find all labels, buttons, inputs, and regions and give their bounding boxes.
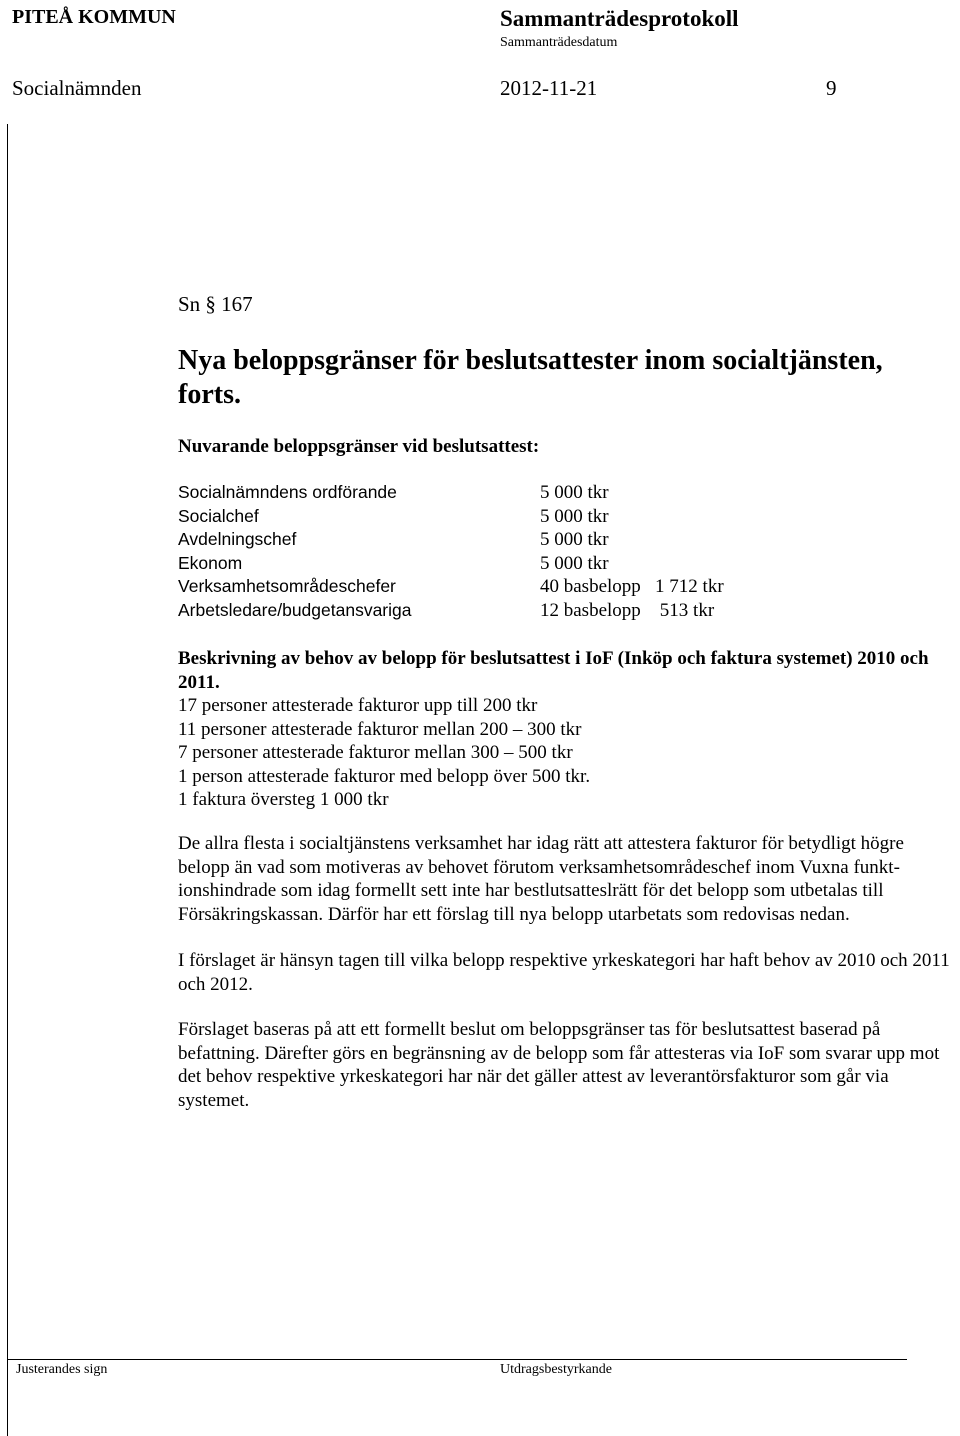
limit-role: Socialnämndens ordförande [178,482,397,502]
limit-row [178,552,724,576]
limit-role: Verksamhetsområdeschefer [178,576,396,596]
limit-amount: 5 000 tkr [540,482,609,503]
limit-amount: 5 000 tkr [540,529,609,550]
stat-line: 1 faktura översteg 1 000 tkr [178,789,389,810]
limit-amount: 40 basbelopp 1 712 tkr [540,576,724,597]
stat-line: 1 person attesterade fakturor med belopp över 500 tkr. [178,765,591,787]
limit-amount: 12 basbelopp 513 tkr [540,599,715,621]
document-type: Sammanträdesprotokoll [500,6,739,31]
stat-line: 11 personer attesterade fakturor mellan 200 – 300 tkr [178,718,582,740]
paragraph-number: Sn § 167 [178,292,253,316]
meeting-date: 2012-11-21 [500,76,598,100]
needs-stats-list [178,694,590,812]
footer-rule [7,1359,907,1360]
needs-heading: Beskrivning av behov av belopp för beslutsattest i IoF (Inköp och faktura systemet) 2010 och 2011. [178,648,929,693]
limit-row [178,505,724,529]
limit-role: Arbetsledare/budgetansvariga [178,599,412,620]
organization-name: PITEÅ KOMMUN [12,6,176,28]
limit-role: Avdelningschef [178,529,297,549]
body-paragraph: De allra flesta i socialtjänstens verksamhet har idag rätt att attestera fakturor för betydligt högre belopp än vad som motiveras av behovet förutom verksamhetsområdeschef inom Vuxna funkt-ionshindrade som idag formellt sett inte har bestlutsatteslrätt för det belopp som utbetalas till Försäkringskassan. Därför har ett förslag till nya belopp utarbetats som redovisas nedan. [178,833,904,925]
limit-role: Socialchef [178,505,259,526]
left-margin-rule [7,124,8,1436]
current-limits-table [178,481,724,622]
page-title: Nya beloppsgränser för beslutsattester inom socialtjänsten, forts. [178,345,883,410]
limit-amount: 5 000 tkr [540,505,609,527]
footer-sign-label: Justerandes sign [16,1362,108,1377]
limit-row [178,599,724,623]
page-number: 9 [826,76,837,100]
limit-amount: 5 000 tkr [540,552,609,574]
footer-extract-label: Utdragsbestyrkande [500,1362,612,1377]
stat-line: 17 personer attesterade fakturor upp till 200 tkr [178,695,538,716]
stat-line: 7 personer attesterade fakturor mellan 300 – 500 tkr [178,742,573,763]
body-paragraph: I förslaget är hänsyn tagen till vilka belopp respektive yrkeskategori har haft behov av 2010 och 2011 och 2012. [178,950,950,995]
limit-row [178,481,724,505]
meeting-date-label: Sammanträdesdatum [500,35,618,50]
limit-role: Ekonom [178,552,243,573]
limit-row [178,575,724,599]
body-paragraph: Förslaget baseras på att ett formellt beslut om beloppsgränser tas för beslutsattest baserad på befattning. Därefter görs en begränsning av de belopp som får attesteras via IoF som svarar upp mot det behov respektive yrkeskategori har när det gäller attest av leverantörsfakturor som går via systemet. [178,1019,940,1111]
committee-name: Socialnämnden [12,76,142,100]
current-limits-heading: Nuvarande beloppsgränser vid beslutsattest: [178,436,540,457]
limit-row [178,528,724,552]
